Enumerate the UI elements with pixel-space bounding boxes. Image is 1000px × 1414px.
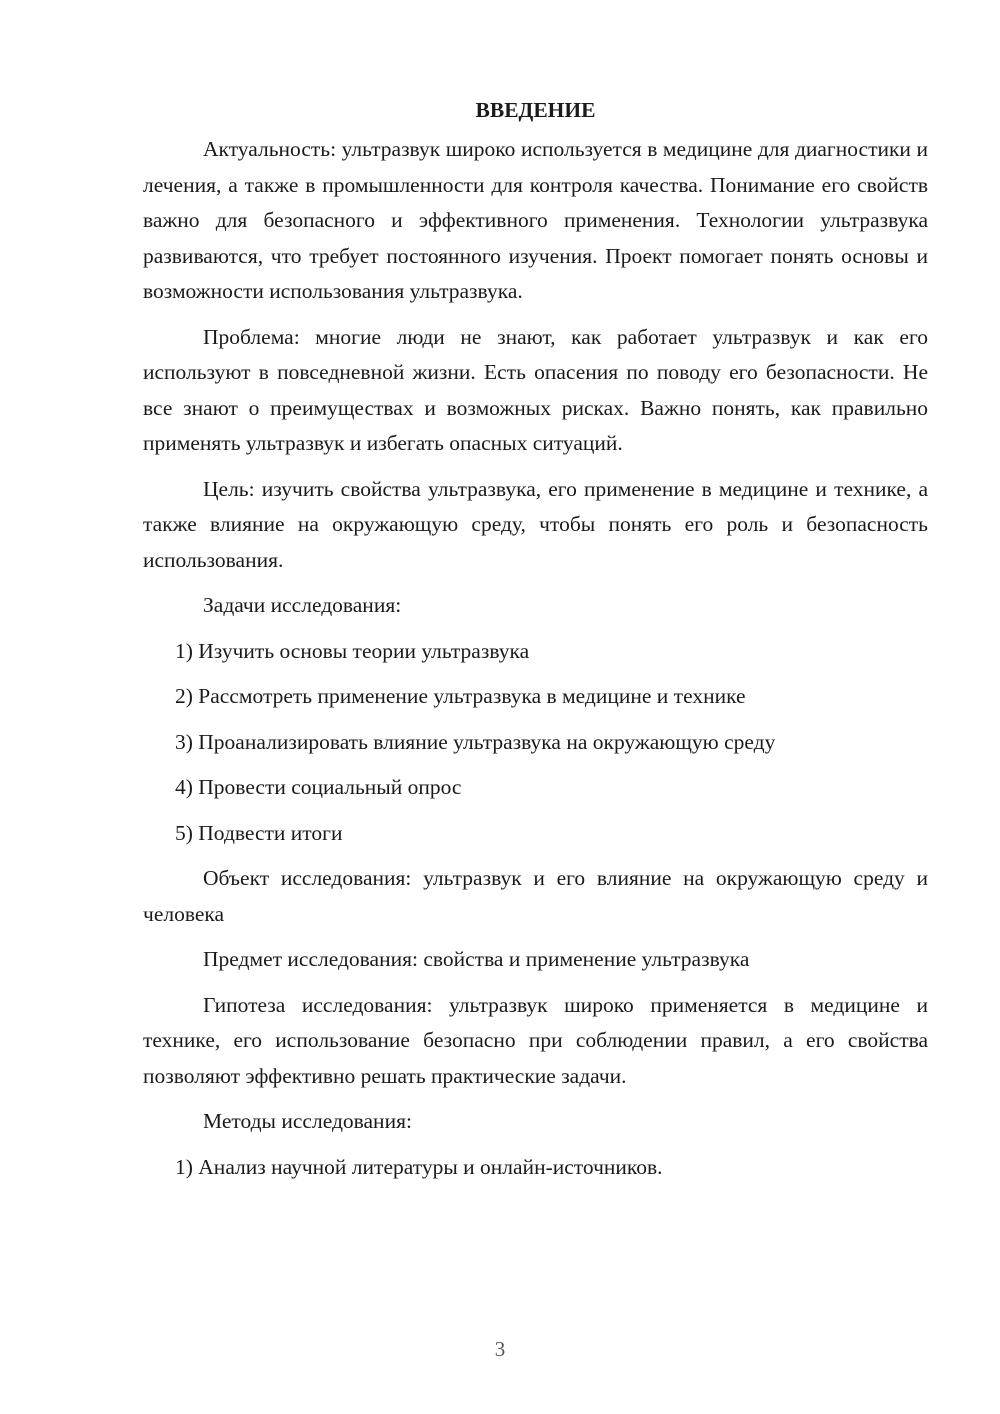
relevance-paragraph: Актуальность: ультразвук широко используется в медицине для диагностики и лечения, а также в промышленности для контроля качества. Понимание его свойств важно для безопасного и эффективного применения. Технологии ультразвука развиваются, что требует постоянного изучения. Проект помогает понять основы и возможности использования ультразвука. bbox=[143, 137, 928, 303]
task-item-3: 3) Проанализировать влияние ультразвука на окружающую среду bbox=[175, 729, 776, 754]
subject-paragraph: Предмет исследования: свойства и применение ультразвука bbox=[203, 947, 750, 971]
task-item-4: 4) Провести социальный опрос bbox=[175, 775, 462, 799]
object-paragraph: Объект исследования: ультразвук и его влияние на окружающую среду и человека bbox=[143, 866, 928, 926]
method-item-1: 1) Анализ научной литературы и онлайн-источников. bbox=[175, 1154, 663, 1179]
methods-list bbox=[143, 1150, 928, 1186]
tasks-list bbox=[143, 634, 928, 852]
page-title: ВВЕДЕНИЕ bbox=[475, 98, 596, 122]
task-item-1: 1) Изучить основы теории ультразвука bbox=[175, 638, 530, 663]
hypothesis-paragraph: Гипотеза исследования: ультразвук широко применяется в медицине и технике, его использование безопасно при соблюдении правил, а его свойства позволяют эффективно решать практические задачи. bbox=[143, 992, 928, 1088]
tasks-heading: Задачи исследования: bbox=[203, 593, 402, 617]
task-item-5: 5) Подвести итоги bbox=[175, 820, 343, 845]
page-content bbox=[143, 94, 928, 1195]
problem-paragraph: Проблема: многие люди не знают, как работает ультразвук и как его используют в повседневной жизни. Есть опасения по поводу его безопасности. Не все знают о преимуществах и возможных рисках. Важно понять, как правильно применять ультразвук и избегать опасных ситуаций. bbox=[143, 324, 928, 455]
page-number: 3 bbox=[494, 1337, 506, 1361]
goal-paragraph: Цель: изучить свойства ультразвука, его применение в медицине и технике, а также влияние на окружающую среду, чтобы понять его роль и безопасность использования. bbox=[143, 476, 928, 572]
task-item-2: 2) Рассмотреть применение ультразвука в медицине и технике bbox=[175, 684, 746, 708]
methods-heading: Методы исследования: bbox=[203, 1109, 412, 1133]
